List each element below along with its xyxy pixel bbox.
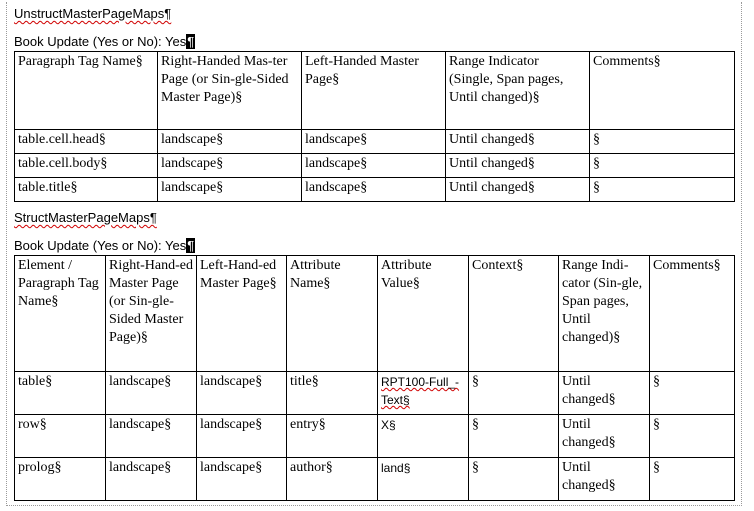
struct-master-page-maps-table xyxy=(14,255,735,501)
book-update-value[interactable]: Yes xyxy=(165,238,187,253)
table-cell[interactable]: landscape§ xyxy=(106,415,197,458)
table-cell[interactable]: § xyxy=(469,415,559,458)
unstruct-master-page-maps-table xyxy=(14,51,735,202)
table-row xyxy=(15,458,735,501)
table-row xyxy=(15,372,735,415)
table-cell[interactable]: landscape§ xyxy=(197,372,287,415)
table-cell[interactable]: X§ xyxy=(378,415,469,458)
table-row xyxy=(15,130,735,154)
table-cell[interactable]: prolog§ xyxy=(15,458,106,501)
header-cell: Comments§ xyxy=(650,256,735,372)
table-cell[interactable]: row§ xyxy=(15,415,106,458)
header-cell: Right-Handed Mas-ter Page (or Sin-gle-Sided Master Page)§ xyxy=(158,52,302,130)
table-cell[interactable]: landscape§ xyxy=(197,415,287,458)
table-cell[interactable]: § xyxy=(469,458,559,501)
table-cell[interactable]: landscape§ xyxy=(158,178,302,202)
table-cell[interactable]: § xyxy=(590,130,735,154)
table-cell[interactable]: § xyxy=(650,415,735,458)
table-cell[interactable]: landscape§ xyxy=(158,130,302,154)
table-header-row xyxy=(15,52,735,130)
header-cell: Attribute Value§ xyxy=(378,256,469,372)
section1-heading-text: UnstructMasterPageMaps¶ xyxy=(14,6,172,21)
table-cell[interactable]: Until changed§ xyxy=(559,458,650,501)
text-cursor: ¶ xyxy=(187,238,195,253)
table-cell[interactable]: § xyxy=(650,372,735,415)
table-cell[interactable]: Until changed§ xyxy=(446,178,590,202)
table-cell[interactable]: author§ xyxy=(287,458,378,501)
table-cell[interactable]: landscape§ xyxy=(197,458,287,501)
table-row xyxy=(15,154,735,178)
book-update-label: Book Update (Yes or No): xyxy=(14,238,166,253)
header-cell: Context§ xyxy=(469,256,559,372)
table-cell[interactable]: § xyxy=(469,372,559,415)
table-cell[interactable] xyxy=(378,372,469,415)
table-cell[interactable]: § xyxy=(590,154,735,178)
table-cell[interactable]: title§ xyxy=(287,372,378,415)
table-cell[interactable]: § xyxy=(650,458,735,501)
table-cell[interactable]: table§ xyxy=(15,372,106,415)
table-cell[interactable]: § xyxy=(590,178,735,202)
header-cell: Paragraph Tag Name§ xyxy=(15,52,158,130)
header-cell: Left-Handed Master Page§ xyxy=(302,52,446,130)
header-cell: Attribute Name§ xyxy=(287,256,378,372)
header-cell: Range Indi-cator (Sin-gle, Span pages, Until changed)§ xyxy=(559,256,650,372)
section2-heading xyxy=(14,210,157,225)
table-row xyxy=(15,178,735,202)
table-cell[interactable]: table.cell.head§ xyxy=(15,130,158,154)
header-cell: Range Indicator (Single, Span pages, Until changed)§ xyxy=(446,52,590,130)
table-header-row xyxy=(15,256,735,372)
table-cell[interactable]: Until changed§ xyxy=(446,130,590,154)
table-row xyxy=(15,415,735,458)
table-cell[interactable]: landscape§ xyxy=(302,178,446,202)
table-cell[interactable]: Until changed§ xyxy=(446,154,590,178)
text-cursor: ¶ xyxy=(187,34,195,49)
header-cell: Right-Hand-ed Master Page (or Sin-gle-Sided Master Page)§ xyxy=(106,256,197,372)
table-cell[interactable]: Until changed§ xyxy=(559,372,650,415)
table-cell[interactable]: land§ xyxy=(378,458,469,501)
table-cell[interactable]: landscape§ xyxy=(106,458,197,501)
table-cell[interactable]: landscape§ xyxy=(106,372,197,415)
section1-book-update xyxy=(14,34,195,49)
table-cell[interactable]: landscape§ xyxy=(302,130,446,154)
table-cell[interactable]: entry§ xyxy=(287,415,378,458)
section2-book-update xyxy=(14,238,195,253)
table-cell[interactable]: landscape§ xyxy=(302,154,446,178)
table-cell[interactable]: table.cell.body§ xyxy=(15,154,158,178)
header-cell: Comments§ xyxy=(590,52,735,130)
book-update-label: Book Update (Yes or No): xyxy=(14,34,166,49)
attribute-value-text: RPT100-Full_-Text§ xyxy=(381,375,460,407)
header-cell: Left-Hand-ed Master Page§ xyxy=(197,256,287,372)
table-cell[interactable]: table.title§ xyxy=(15,178,158,202)
section2-heading-text: StructMasterPageMaps¶ xyxy=(14,210,157,225)
header-cell: Element / Paragraph Tag Name§ xyxy=(15,256,106,372)
table-cell[interactable]: Until changed§ xyxy=(559,415,650,458)
table-cell[interactable]: landscape§ xyxy=(158,154,302,178)
section1-heading xyxy=(14,6,171,21)
book-update-value[interactable]: Yes xyxy=(165,34,187,49)
